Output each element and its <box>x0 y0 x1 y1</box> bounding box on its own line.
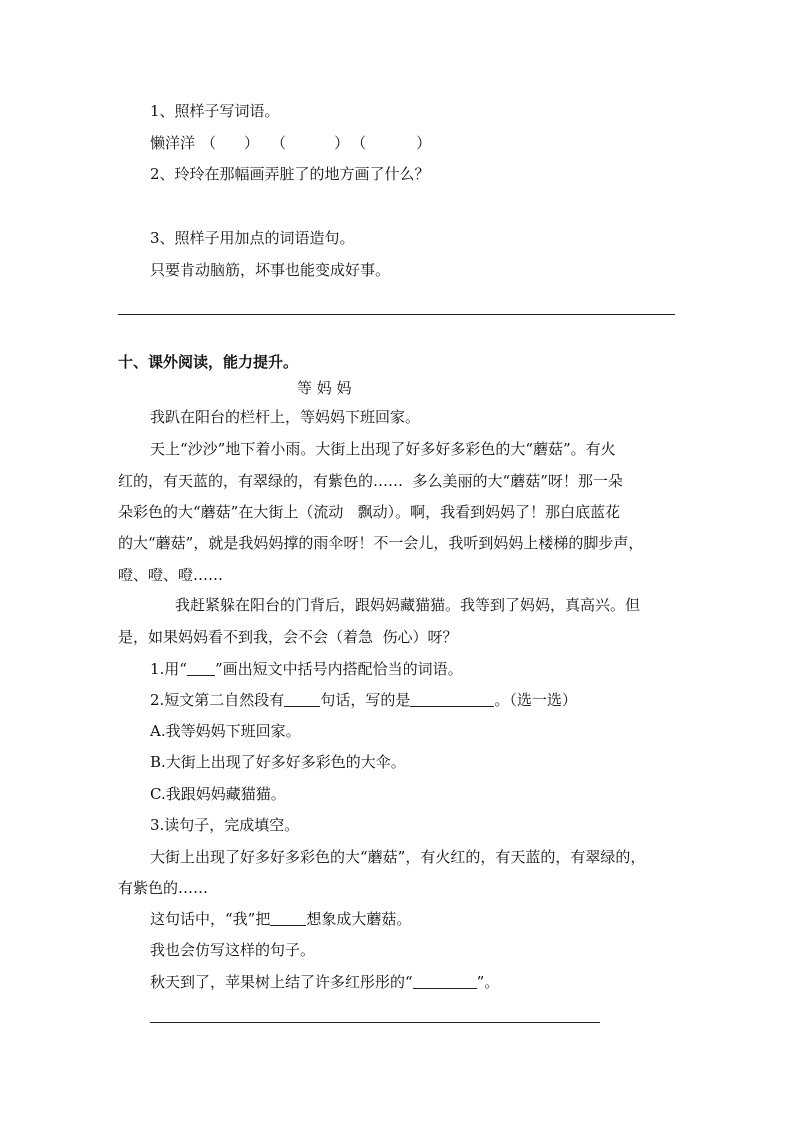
sub1-prompt: 1.用“ ”画出短文中括号内搭配恰当的词语。 <box>150 660 463 678</box>
passage-line: 我赶紧躲在阳台的门背后，跟妈妈藏猫猫。我等到了妈妈，真高兴。但 <box>175 596 641 614</box>
underline-sample <box>187 661 215 676</box>
option-c[interactable]: C.我跟妈妈藏猫猫。 <box>150 785 286 803</box>
sub3-fill: 这句话中，“我”把 想象成大蘑菇。 <box>150 910 412 928</box>
passage-title: 等 妈 妈 <box>297 379 352 397</box>
q3-prompt: 3、照样子用加点的词语造句。 <box>150 229 355 247</box>
blank-2[interactable]: （ ） <box>271 134 350 152</box>
option-b[interactable]: B.大街上出现了好多好多彩色的大伞。 <box>150 753 406 771</box>
blank-1[interactable]: （ ） <box>201 134 260 152</box>
q1-prompt: 1、照样子写词语。 <box>150 102 280 120</box>
sub3-sentence: 有紫色的…… <box>118 879 209 897</box>
q1-answer-row <box>150 133 431 153</box>
sub3-autumn: 秋天到了，苹果树上结了许多红彤彤的“ ”。 <box>150 973 500 991</box>
sub3-prompt: 3.读句子，完成填空。 <box>150 816 300 834</box>
q2-prompt: 2、玲玲在那幅画弄脏了的地方画了什么？ <box>150 165 430 183</box>
blank-sentence-count[interactable] <box>284 692 320 707</box>
sentence-answer-line[interactable] <box>150 1022 600 1023</box>
blank-3[interactable]: （ ） <box>351 134 432 152</box>
blank-autumn[interactable] <box>413 974 477 989</box>
q3-example: 只要肯动脑筋，坏事也能变成好事。 <box>150 261 391 279</box>
passage-line: 的大“蘑菇”，就是我妈妈撑的雨伞呀！不一会儿，我听到妈妈上楼梯的脚步声， <box>118 534 644 552</box>
blank-object[interactable] <box>270 911 306 926</box>
passage-line: 是，如果妈妈看不到我，会不会（着急 伤心）呀？ <box>118 628 458 646</box>
sub3-sentence: 大街上出现了好多好多彩色的大“蘑菇”，有火红的，有天蓝的，有翠绿的， <box>150 848 646 866</box>
q1-example-word: 懒洋洋 <box>150 134 196 152</box>
sub2-prompt: 2.短文第二自然段有 句话，写的是 。（选一选） <box>150 691 577 709</box>
blank-content[interactable] <box>410 692 494 707</box>
passage-line: 我趴在阳台的栏杆上，等妈妈下班回家。 <box>150 408 421 426</box>
passage-line: 朵彩色的大“蘑菇”在大街上（流动 飘动）。啊，我看到妈妈了！那白底蓝花 <box>118 503 621 521</box>
section-heading: 十、课外阅读，能力提升。 <box>118 353 299 371</box>
sub3-imitate: 我也会仿写这样的句子。 <box>150 941 316 959</box>
passage-line: 红的，有天蓝的，有翠绿的，有紫色的…… 多么美丽的大“蘑菇”呀！那一朵 <box>118 472 623 490</box>
passage-line: 噔、噔、噔…… <box>118 566 224 584</box>
passage-line: 天上“沙沙”地下着小雨。大街上出现了好多好多彩色的大“蘑菇”。有火 <box>150 440 616 458</box>
option-a[interactable]: A.我等妈妈下班回家。 <box>150 722 301 740</box>
q3-answer-line[interactable] <box>118 314 675 315</box>
